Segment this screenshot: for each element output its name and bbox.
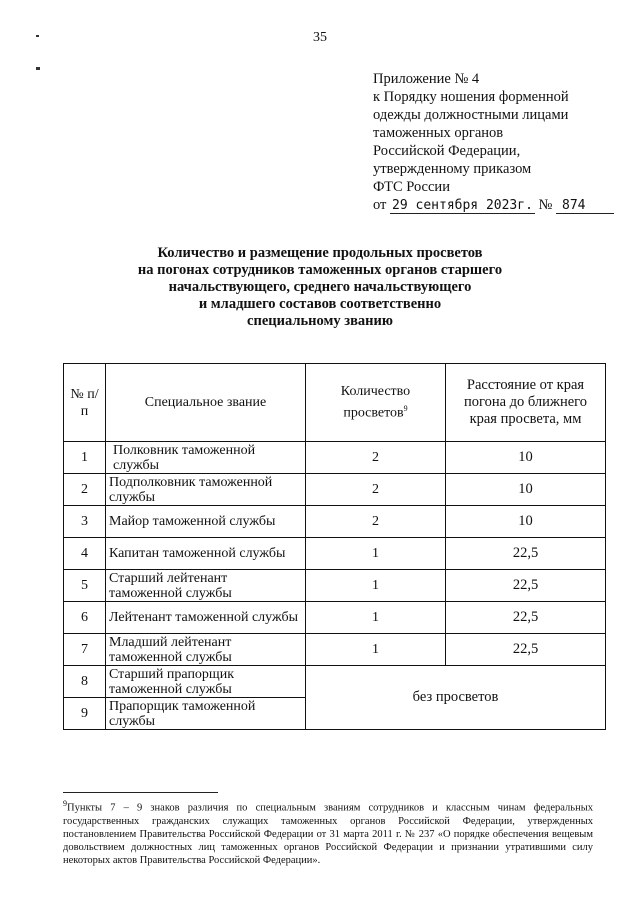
cell-distance: 22,5: [446, 634, 606, 666]
table-row: [64, 570, 606, 602]
cell-distance: 10: [446, 442, 606, 474]
order-number-label: №: [538, 197, 553, 213]
appendix-line: таможенных органов: [373, 125, 504, 141]
cell-num: 9: [64, 698, 106, 730]
table-row: [64, 634, 606, 666]
cell-num: 6: [64, 602, 106, 634]
ranks-table: [63, 363, 606, 730]
cell-num: 4: [64, 538, 106, 570]
cell-num: 5: [64, 570, 106, 602]
cell-count: 2: [306, 506, 446, 538]
table-row: [64, 602, 606, 634]
appendix-line: утвержденному приказом: [373, 161, 532, 177]
appendix-line: ФТС России: [373, 179, 450, 195]
cell-count: 2: [306, 474, 446, 506]
cell-count: 1: [306, 570, 446, 602]
header-distance: Расстояние от края погона до ближнего края просвета, мм: [446, 364, 606, 442]
title-line: начальствующего, среднего начальствующего: [168, 279, 472, 295]
order-line: [373, 196, 613, 215]
cell-num: 7: [64, 634, 106, 666]
cell-rank: Старший прапорщик таможенной службы: [106, 666, 306, 698]
title-line: Количество и размещение продольных просветов: [157, 245, 483, 261]
cell-rank: Старший лейтенант таможенной службы: [106, 570, 306, 602]
cell-rank: Младший лейтенант таможенной службы: [106, 634, 306, 666]
footnote-marker: 9: [63, 799, 67, 808]
title-line: на погонах сотрудников таможенных органов старшего: [137, 262, 503, 278]
cell-no-stripes: без просветов: [306, 666, 606, 730]
document-title: [0, 245, 640, 330]
cell-count: 1: [306, 634, 446, 666]
title-line: и младшего составов соответственно: [198, 296, 442, 312]
cell-distance: 22,5: [446, 538, 606, 570]
page-number: 35: [313, 30, 327, 45]
table-row: [64, 538, 606, 570]
cell-rank: Капитан таможенной службы: [106, 538, 306, 570]
footnote-divider: [63, 792, 218, 793]
header-num: № п/п: [64, 364, 106, 442]
cell-num: 3: [64, 506, 106, 538]
order-prefix: от: [373, 197, 387, 213]
order-number: 874: [556, 198, 613, 214]
footnote-ref: 9: [403, 404, 408, 414]
cell-count: 1: [306, 538, 446, 570]
cell-distance: 22,5: [446, 570, 606, 602]
cell-rank: Прапорщик таможенной службы: [106, 698, 306, 730]
appendix-line: к Порядку ношения форменной: [373, 89, 569, 105]
table-row: [64, 666, 606, 698]
appendix-line: Приложение № 4: [373, 71, 480, 87]
cell-distance: 10: [446, 506, 606, 538]
cell-num: 1: [64, 442, 106, 474]
cell-num: 8: [64, 666, 106, 698]
scan-mark: [36, 35, 39, 37]
cell-rank: Лейтенант таможенной службы: [106, 602, 306, 634]
header-count: Количество просветов$^9$: [306, 364, 446, 442]
cell-num: 2: [64, 474, 106, 506]
appendix-block: [373, 70, 613, 215]
cell-rank: Полковник таможенной службы: [106, 442, 306, 474]
cell-count: 1: [306, 602, 446, 634]
table-header-row: [64, 364, 606, 442]
appendix-line: одежды должностными лицами: [373, 107, 569, 123]
cell-distance: 10: [446, 474, 606, 506]
table-row: [64, 442, 606, 474]
cell-count: 2: [306, 442, 446, 474]
header-rank: Специальное звание: [106, 364, 306, 442]
table-row: [64, 506, 606, 538]
cell-rank: Майор таможенной службы: [106, 506, 306, 538]
footnote-text: Пункты 7 – 9 знаков различия по специальным званиям сотрудников и классным чинам федеральных государственных гражданских служащих таможенных органов Российской Федерации, утвержденных постановлением Правительства Российской Федерации от 31 марта 2011 г. № 237 «О порядке обеспечения вещевым довольствием должностных лиц таможенных органов Российской Федерации и признании утратившими силу некоторых актов Правительства Российской Федерации».: [63, 802, 593, 866]
table-row: [64, 474, 606, 506]
appendix-line: Российской Федерации,: [373, 143, 521, 159]
footnote: [63, 797, 593, 867]
cell-distance: 22,5: [446, 602, 606, 634]
order-date: 29 сентября 2023г.: [392, 198, 533, 213]
cell-rank: Подполковник таможенной службы: [106, 474, 306, 506]
scan-mark: [36, 67, 40, 70]
title-line: специальному званию: [247, 313, 393, 329]
